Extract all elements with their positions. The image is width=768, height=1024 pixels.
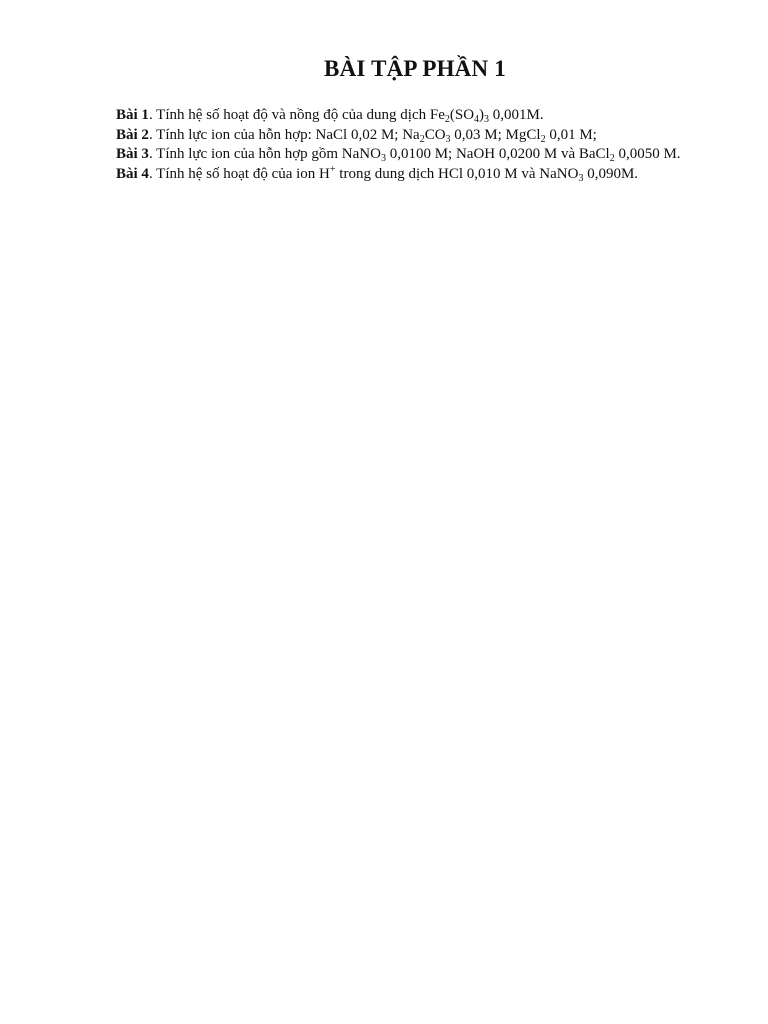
exercise-label: Bài 3 bbox=[116, 146, 149, 162]
superscript: + bbox=[329, 163, 336, 175]
subscript: 3 bbox=[484, 114, 490, 125]
exercise-3: Bài 3. Tính lực ion của hỗn hợp gồm NaNO$_3$ 0,0100 M; NaOH 0,0200 M và BaCl$_2$ 0,0050 M. bbox=[116, 146, 681, 164]
subscript: 2 bbox=[444, 114, 450, 125]
exercise-list bbox=[72, 106, 722, 184]
subscript: 3 bbox=[380, 153, 386, 164]
subscript: 2 bbox=[540, 133, 546, 145]
subscript: 3 bbox=[578, 172, 584, 184]
exercise-label: Bài 4 bbox=[116, 165, 149, 182]
exercise-label: Bài 2 bbox=[116, 126, 149, 143]
subscript: 4 bbox=[474, 114, 480, 125]
exercise-1: Bài 1. Tính hệ số hoạt độ và nồng độ của dung dịch $Fe_2(SO_4)_3$ 0,001M. bbox=[116, 107, 544, 125]
page-title: BÀI TẬP PHẦN 1 bbox=[324, 56, 506, 81]
exercise-4: Bài 4. Tính hệ số hoạt độ của ion H+ trong dung dịch HCl 0,010 M và NaNO$_3$ 0,090M. bbox=[116, 163, 639, 184]
exercise-2: Bài 2. Tính lực ion của hỗn hợp: NaCl 0,02 M; $Na_2CO_3$ 0,03 M; MgCl$_2$ 0,01 M; bbox=[116, 126, 597, 145]
subscript: 2 bbox=[609, 153, 615, 164]
subscript: 2 bbox=[419, 133, 425, 145]
subscript: 3 bbox=[445, 133, 451, 145]
exercise-label: Bài 1 bbox=[116, 107, 149, 123]
